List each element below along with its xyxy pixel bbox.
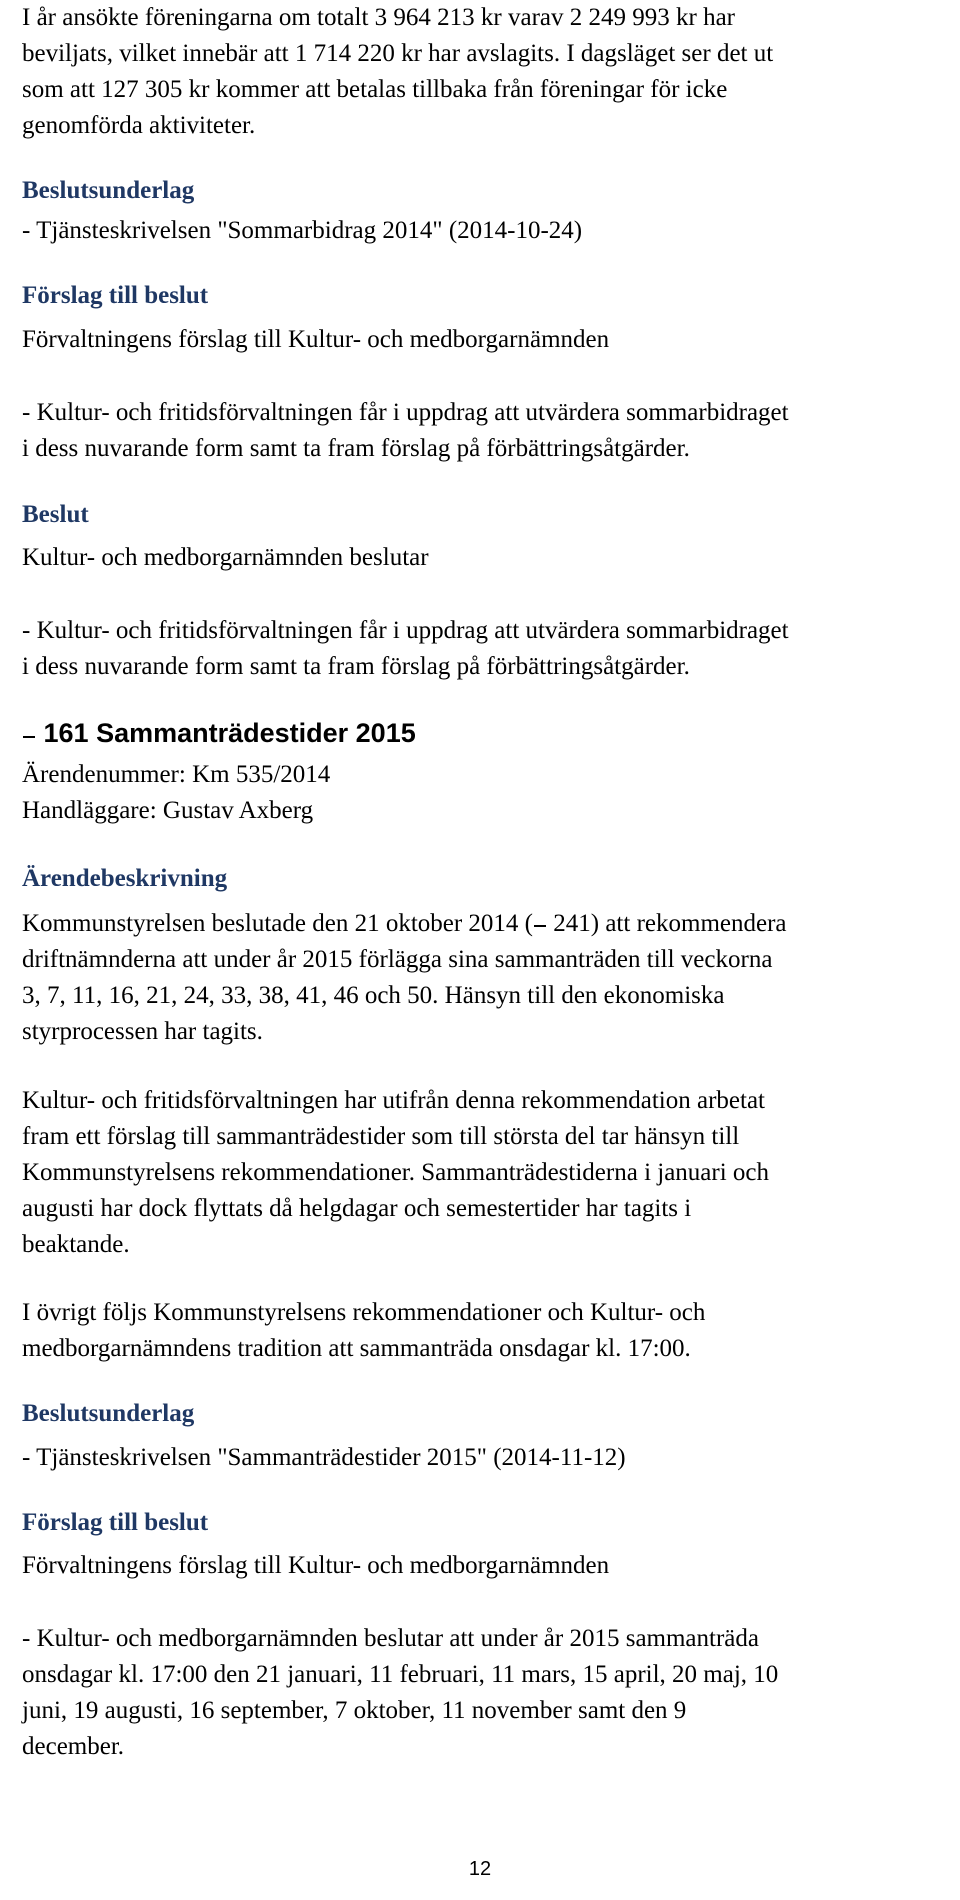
intro-line: genomförda aktiviteter. [22, 112, 256, 139]
forslag-line: december. [22, 1733, 125, 1760]
forslag-line: juni, 19 augusti, 16 september, 7 oktober, 11 november samt den 9 [22, 1697, 687, 1724]
forslag-heading: Förslag till beslut [22, 282, 209, 309]
forslag-line: onsdagar kl. 17:00 den 21 januari, 11 februari, 11 mars, 15 april, 20 maj, 10 [22, 1661, 779, 1688]
intro-paragraph [22, 0, 952, 144]
section-title [22, 715, 952, 751]
intro-line: I år ansökte föreningarna om totalt 3 964 213 kr varav 2 249 993 kr har [22, 4, 735, 31]
description-paragraph-3 [22, 1295, 952, 1367]
page-number: 12 [468, 1858, 492, 1880]
intro-line: som att 127 305 kr kommer att betalas tillbaka från föreningar för icke [22, 76, 728, 103]
description-line: driftnämnderna att under år 2015 förlägga sina sammanträden till veckorna [22, 946, 773, 973]
beslut-text [22, 613, 952, 685]
beslut-intro: Kultur- och medborgarnämnden beslutar [22, 544, 429, 571]
description-line: Kommunstyrelsens rekommendationer. Sammanträdestiderna i januari och [22, 1159, 770, 1186]
beslut-heading: Beslut [22, 501, 89, 528]
forslag-text [22, 1621, 952, 1765]
description-line [22, 906, 952, 942]
forslag-line: - Kultur- och fritidsförvaltningen får i uppdrag att utvärdera sommarbidraget [22, 399, 789, 426]
forslag-heading: Förslag till beslut [22, 1509, 209, 1536]
forslag-line: - Kultur- och medborgarnämnden beslutar att under år 2015 sammanträda [22, 1625, 759, 1652]
forslag-intro: Förvaltningens förslag till Kultur- och medborgarnämnden [22, 326, 610, 353]
description-text: 241) att rekommendera [547, 910, 787, 937]
description-line: I övrigt följs Kommunstyrelsens rekommendationer och Kultur- och [22, 1299, 706, 1326]
beslutsunderlag-item: - Tjänsteskrivelsen "Sammanträdestider 2015" (2014-11-12) [22, 1444, 626, 1471]
beslut-line: - Kultur- och fritidsförvaltningen får i uppdrag att utvärdera sommarbidraget [22, 617, 789, 644]
description-line: medborgarnämndens tradition att sammanträda onsdagar kl. 17:00. [22, 1335, 691, 1362]
description-paragraph-2 [22, 1083, 952, 1263]
forslag-line: i dess nuvarande form samt ta fram förslag på förbättringsåtgärder. [22, 435, 690, 462]
beslut-line: i dess nuvarande form samt ta fram förslag på förbättringsåtgärder. [22, 653, 690, 680]
handlaggare: Handläggare: Gustav Axberg [22, 797, 314, 824]
forslag-intro: Förvaltningens förslag till Kultur- och medborgarnämnden [22, 1552, 610, 1579]
beslutsunderlag-item: - Tjänsteskrivelsen "Sommarbidrag 2014" (2014-10-24) [22, 217, 583, 244]
description-line: 3, 7, 11, 16, 21, 24, 33, 38, 41, 46 och 50. Hänsyn till den ekonomiska [22, 982, 725, 1009]
arendebeskrivning-heading: Ärendebeskrivning [22, 865, 228, 892]
description-line: augusti har dock flyttats då helgdagar och semestertider har tagits i [22, 1195, 692, 1222]
description-text: Kommunstyrelsen beslutade den 21 oktober 2014 ( [22, 910, 534, 937]
description-line: beaktande. [22, 1231, 130, 1258]
beslutsunderlag-heading: Beslutsunderlag [22, 1400, 195, 1427]
arendenummer: Ärendenummer: Km 535/2014 [22, 761, 331, 788]
intro-line: beviljats, vilket innebär att 1 714 220 kr har avslagits. I dagsläget ser det ut [22, 40, 774, 67]
description-line: styrprocessen har tagits. [22, 1018, 263, 1045]
forslag-text [22, 395, 952, 467]
section-title-text: 161 Sammanträdestider 2015 [43, 718, 416, 748]
description-line: fram ett förslag till sammanträdestider som till största del tar hänsyn till [22, 1123, 740, 1150]
beslutsunderlag-heading: Beslutsunderlag [22, 177, 195, 204]
description-line: Kultur- och fritidsförvaltningen har utifrån denna rekommendation arbetat [22, 1087, 765, 1114]
description-paragraph-1 [22, 906, 952, 1050]
